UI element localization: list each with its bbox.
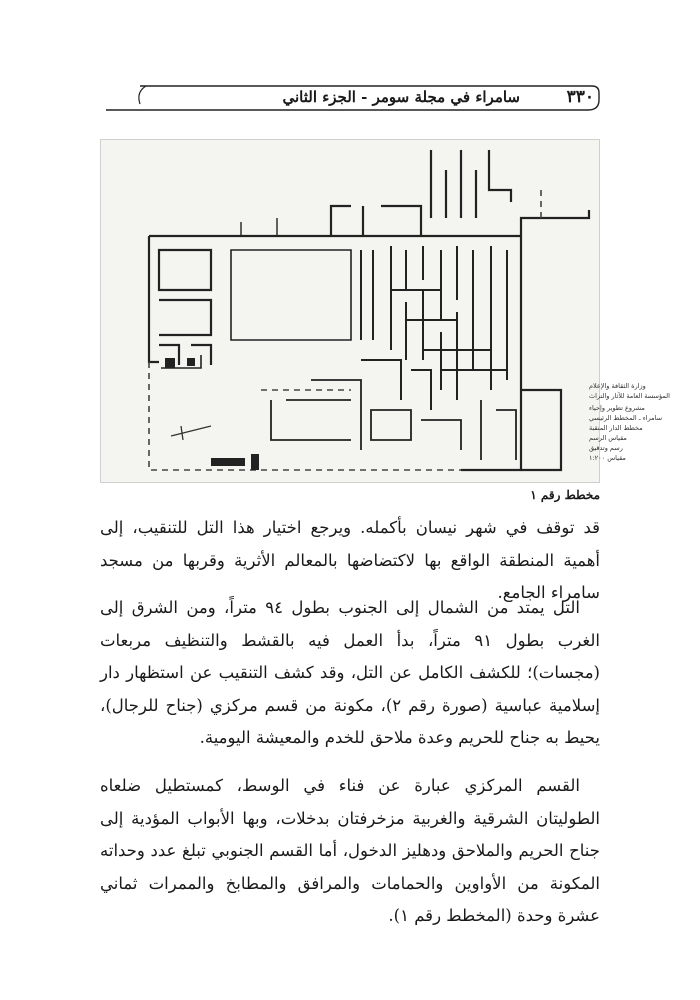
- plan-legend-line-6: مقياس الرسم: [589, 434, 627, 442]
- paragraph-1: قد توقف في شهر نيسان بأكمله. ويرجع اختيار هذا التل للتنقيب، إلى أهمية المنطقة الواقع بها لاكتضاضها بالمعالم الأثرية وقربها من مسجد سامراء الجامع.: [100, 518, 600, 602]
- paragraph-2: التل يمتد من الشمال إلى الجنوب بطول ٩٤ متراً، ومن الشرق إلى الغرب بطول ٩١ متراً، بدأ العمل فيه بالقشط والتنظيف مربعات (مجسات)؛ للكشف الكامل عن التل، وقد كشف التنقيب عن استظهار دار إسلامية عباسية (صورة رقم ٢)، مكونة من قسم مركزي (جناح للرجال)، يحيط به جناح للحريم وعدة ملاحق للخدم والمعيشة اليومية.: [100, 598, 601, 747]
- plan-north-wall: [149, 210, 589, 236]
- page-header: [100, 82, 600, 116]
- floor-plan-drawing: [101, 140, 670, 484]
- plan-legend-line-2: المؤسسة العامة للآثار والتراث: [589, 392, 670, 400]
- plan-legend-line-3: مشروع تطوير وإحياء: [589, 404, 645, 412]
- plan-legend-line-4: سامراء ـ المخطط الرئيسي: [589, 414, 663, 422]
- paragraph-3: القسم المركزي عبارة عن فناء في الوسط، كمستطيل ضلعاه الطوليتان الشرقية والغربية مزخرفتان بدخلات، وبها الأبواب المؤدية إلى جناح الحريم والملاحق ودهليز الدخول، أما القسم الجنوبي تبلغ عدد وحداته المكونة من الأواوين والحمامات والمرافق والمطابخ والممرات ثماني عشرة وحدة (المخطط رقم ١).: [100, 776, 600, 925]
- figure-caption: مخطط رقم ١: [530, 488, 600, 502]
- plan-legend-line-1: وزارة الثقافة والإعلام: [589, 382, 646, 390]
- plan-legend-line-5: مخطط الدار المنقبة: [589, 424, 643, 432]
- plan-west-wall: [149, 236, 159, 362]
- architectural-plan-figure: [100, 139, 670, 483]
- plan-legend-line-8: مقياس ١:٢٠٠: [589, 454, 626, 462]
- plan-legend-line-7: رسم وتدقيق: [589, 444, 623, 452]
- page-number: ٣٣٠: [566, 87, 594, 107]
- running-title: سامراء في مجلة سومر - الجزء الثاني: [282, 88, 520, 106]
